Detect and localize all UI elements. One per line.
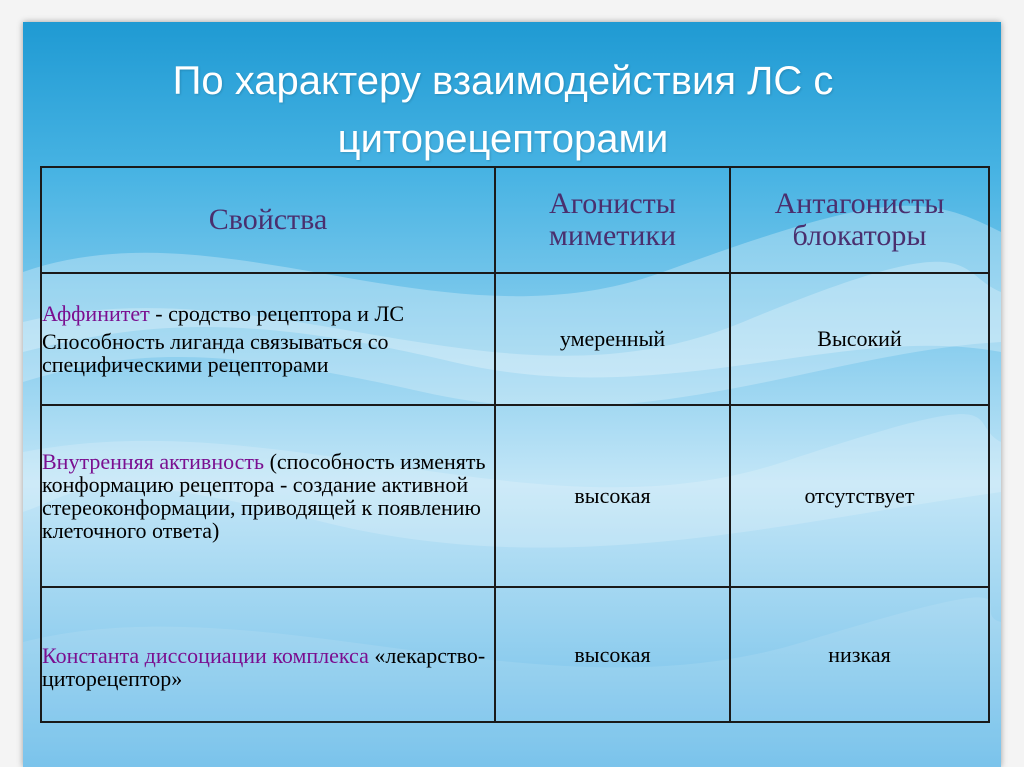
header-antagonists-line-1: Антагонисты xyxy=(774,187,945,220)
header-agonists-line-2: миметики xyxy=(548,219,677,252)
properties-table xyxy=(40,166,990,723)
table-row xyxy=(41,587,989,722)
slide xyxy=(23,22,1001,767)
slide-title xyxy=(83,52,923,168)
title-line-1: По характеру взаимодействия ЛС с xyxy=(172,59,834,103)
intrinsic-agonists-value: высокая xyxy=(495,405,730,587)
table-header-row xyxy=(41,167,989,273)
intrinsic-activity-description: (способность изменять конформацию рецептора - создание активной стереоконформации, приводящей к появлению клеточного ответа) xyxy=(42,449,486,543)
header-antagonists-line-2: блокаторы xyxy=(792,219,927,252)
term-dissociation-constant: Константа диссоциации комплекса xyxy=(42,642,369,668)
table-row xyxy=(41,405,989,587)
term-intrinsic-activity: Внутренняя активность xyxy=(42,449,265,474)
affinity-description: - сродство рецептора и ЛС xyxy=(149,301,405,326)
affinity-extra: Способность лиганда связываться со специфическими рецепторами xyxy=(42,329,389,377)
header-agonists xyxy=(495,167,730,273)
table-row xyxy=(41,273,989,405)
dissociation-constant-description: «лекарство-циторецептор» xyxy=(42,642,486,691)
header-antagonists xyxy=(730,167,989,273)
row-affinity-property xyxy=(41,273,495,405)
term-affinity: Аффинитет xyxy=(42,301,150,326)
dissociation-agonists-value: высокая xyxy=(495,587,730,722)
dissociation-antagonists-value: низкая xyxy=(730,587,989,722)
header-properties: Свойства xyxy=(41,167,495,273)
title-line-2: циторецепторами xyxy=(337,117,669,161)
header-agonists-line-1: Агонисты xyxy=(549,187,676,220)
affinity-agonists-value: умеренный xyxy=(495,273,730,405)
affinity-definition xyxy=(42,302,494,325)
intrinsic-antagonists-value: отсутствует xyxy=(730,405,989,587)
row-dissociation-constant-property xyxy=(41,587,495,722)
row-intrinsic-activity-property xyxy=(41,405,495,587)
affinity-antagonists-value: Высокий xyxy=(730,273,989,405)
